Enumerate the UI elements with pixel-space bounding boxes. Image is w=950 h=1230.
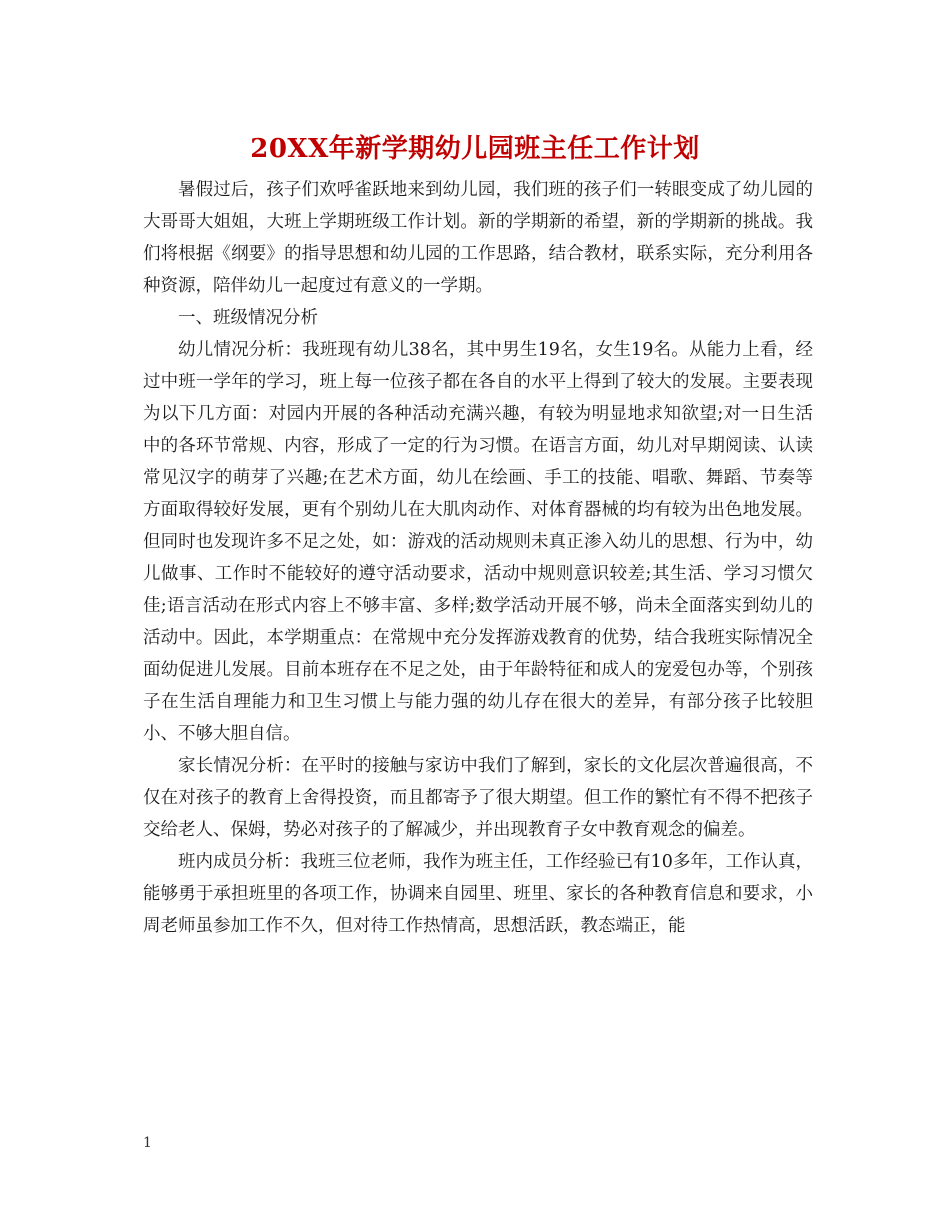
paragraph-intro: 暑假过后，孩子们欢呼雀跃地来到幼儿园，我们班的孩子们一转眼变成了幼儿园的大哥哥大姐姐，大班上学期班级工作计划。新的学期新的希望，新的学期新的挑战。我们将根据《纲要》的指导思想和幼儿园的工作思路，结合教材，联系实际，充分利用各种资源，陪伴幼儿一起度过有意义的一学期。 (143, 180, 813, 296)
paragraph-parents-analysis: 家长情况分析：在平时的接触与家访中我们了解到，家长的文化层次普遍很高，不仅在对孩子的教育上舍得投资，而且都寄予了很大期望。但工作的繁忙有不得不把孩子交给老人、保姆，势必对孩子的了解减少，并出现教育子女中教育观念的偏差。 (143, 756, 813, 840)
paragraph-children-analysis: 幼儿情况分析：我班现有幼儿38名，其中男生19名，女生19名。从能力上看，经过中班一学年的学习，班上每一位孩子都在各自的水平上得到了较大的发展。主要表现为以下几方面：对园内开展的各种活动充满兴趣，有较为明显地求知欲望;对一日生活中的各环节常规、内容，形成了一定的行为习惯。在语言方面，幼儿对早期阅读、认读常见汉字的萌芽了兴趣;在艺术方面，幼儿在绘画、手工的技能、唱歌、舞蹈、节奏等方面取得较好发展，更有个别幼儿在大肌肉动作、对体育器械的均有较为出色地发展。但同时也发现许多不足之处，如：游戏的活动规则未真正渗入幼儿的思想、行为中，幼儿做事、工作时不能较好的遵守活动要求，活动中规则意识较差;其生活、学习习惯欠佳;语言活动在形式内容上不够丰富、多样;数学活动开展不够，尚未全面落实到幼儿的活动中。因此，本学期重点：在常规中充分发挥游戏教育的优势，结合我班实际情况全面幼促进儿发展。目前本班存在不足之处，由于年龄特征和成人的宠爱包办等，个别孩子在生活自理能力和卫生习惯上与能力强的幼儿存在很大的差异，有部分孩子比较胆小、不够大胆自信。 (143, 340, 813, 744)
section-heading: 一、班级情况分析 (178, 308, 318, 328)
page-number: 1 (143, 1135, 152, 1151)
document-title: 20XX年新学期幼儿园班主任工作计划 (250, 134, 700, 164)
document-body (143, 174, 813, 942)
paragraph-staff-analysis: 班内成员分析：我班三位老师，我作为班主任，工作经验已有10多年，工作认真，能够勇于承担班里的各项工作，协调来自园里、班里、家长的各种教育信息和要求，小周老师虽参加工作不久，但对待工作热情高，思想活跃，教态端正，能 (143, 852, 813, 936)
